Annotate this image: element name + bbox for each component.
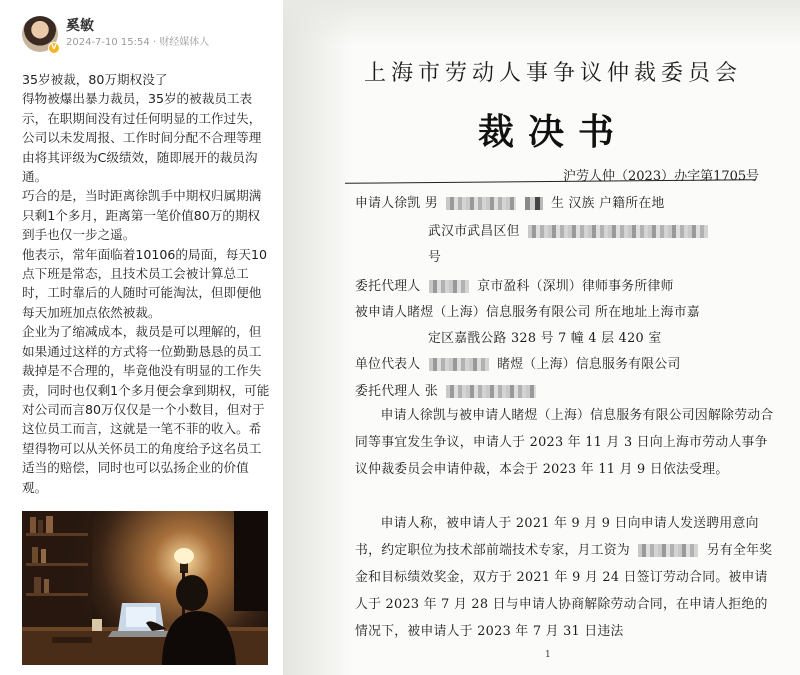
applicant-address-end: 号 <box>428 250 442 265</box>
redaction-mosaic <box>638 544 698 557</box>
agent1-line <box>355 275 674 294</box>
page-fold-shadow <box>283 0 353 675</box>
redaction-mosaic <box>446 385 536 398</box>
post-source: · 财经媒体人 <box>152 37 210 48</box>
post-photo[interactable] <box>22 511 268 665</box>
claim-text-b: 另有全年奖金和目标绩效奖金，双方于 2021 年 9 月 24 日签订劳动合同。被申请人于 2023 年 7 月 28 日与申请人协商解除劳动合同，在申请人拒绝的情况下，被申请人于 2023 年 7 月 31 日违法 <box>355 543 773 639</box>
redaction-mosaic <box>446 197 516 210</box>
paragraph-claim <box>355 510 775 645</box>
post-paragraph: 企业为了缩减成本，裁员是可以理解的，但如果通过这样的方式将一位勤勤恳恳的员工裁掉是不合理的，毕竟他没有明显的工作失责，同时也仅剩1个多月便会拿到期权，可能对公司而言80万仅仅是一个小数目，但对于这位员工而言，这就是一笔不菲的收入。希望得物可以从关怀员工的角度给予这名员工适当的赔偿，同时也可以弘扬企业的价值观。 <box>22 324 270 495</box>
applicant-address: 武汉市武昌区但 <box>428 224 520 239</box>
post-timestamp: 2024-7-10 15:54 <box>66 37 150 48</box>
post-paragraph: 他表示，常年面临着10106的局面，每天10点下班是常态，且技术员工会被计算总工时，工时靠后的人随时可能淘汰，但即便他每天加班加点依然被裁。 <box>22 246 267 320</box>
post-subline <box>66 35 209 51</box>
post-body <box>22 70 271 497</box>
paragraph-acceptance: 申请人徐凯与被申请人睹煜（上海）信息服务有限公司因解除劳动合同等事宜发生争议，申请人于 2023 年 11 月 3 日向上海市劳动人事争议仲裁委员会申请仲裁，本会于 2023 年 11 月 9 日依法受理。 <box>355 408 774 477</box>
applicant-info: 生 汉族 户籍所在地 <box>551 196 665 211</box>
agent2-label: 委托代理人 张 <box>355 384 438 399</box>
redaction-mosaic <box>525 197 543 210</box>
respondent-line: 被申请人睹煜（上海）信息服务有限公司 所在地址上海市嘉 <box>355 305 700 320</box>
applicant-line <box>355 192 665 211</box>
post-header <box>22 14 271 54</box>
post-paragraph: 35岁被裁，80万期权没了 <box>22 72 168 87</box>
arbitration-document[interactable] <box>283 0 800 675</box>
night-office-illustration <box>22 511 268 665</box>
post-paragraph: 巧合的是，当时距离徐凯手中期权归属期满只剩1个多月，距离第一笔价值80万的期权到手也仅一步之遥。 <box>22 188 262 243</box>
redaction-mosaic <box>429 280 469 293</box>
author-name[interactable]: 奚敏 <box>66 18 94 34</box>
document-org: 上海市劳动人事争议仲裁委员会 <box>363 61 742 86</box>
agent1-label: 委托代理人 <box>355 279 421 294</box>
document-title: 裁决书 <box>477 111 628 153</box>
rep-company: 睹煜（上海）信息服务有限公司 <box>497 357 681 372</box>
post-meta <box>66 17 209 51</box>
page-top-shadow <box>283 0 800 45</box>
page-number: 1 <box>545 650 551 660</box>
applicant-name: 申请人徐凯 男 <box>355 196 438 211</box>
case-number: 沪劳人仲（2023）办字第1705号 <box>563 169 760 184</box>
agent1-firm: 京市盈科（深圳）律师事务所律师 <box>477 279 674 294</box>
redaction-mosaic <box>429 358 489 371</box>
representative-line <box>355 353 681 372</box>
post-paragraph: 得物被爆出暴力裁员，35岁的被裁员工表示，在职期间没有过任何明显的工作过失，公司以未发周报、工作时间分配不合理等理由将其评级为C级绩效，随即展开的裁员沟通。 <box>22 91 262 185</box>
verified-badge-icon: V <box>48 42 60 54</box>
applicant-address-line <box>428 220 708 239</box>
respondent-address: 定区嘉戬公路 328 号 7 幢 4 层 420 室 <box>428 331 662 346</box>
agent2-line <box>355 380 536 399</box>
rep-label: 单位代表人 <box>355 357 421 372</box>
claim-text-a: 申请人称，被申请人于 2021 年 9 月 9 日向申请人发送聘用意向书，约定职位为技术部前端技术专家，月工资为 <box>355 516 759 558</box>
author-avatar[interactable] <box>22 16 58 52</box>
redaction-mosaic <box>528 225 708 238</box>
